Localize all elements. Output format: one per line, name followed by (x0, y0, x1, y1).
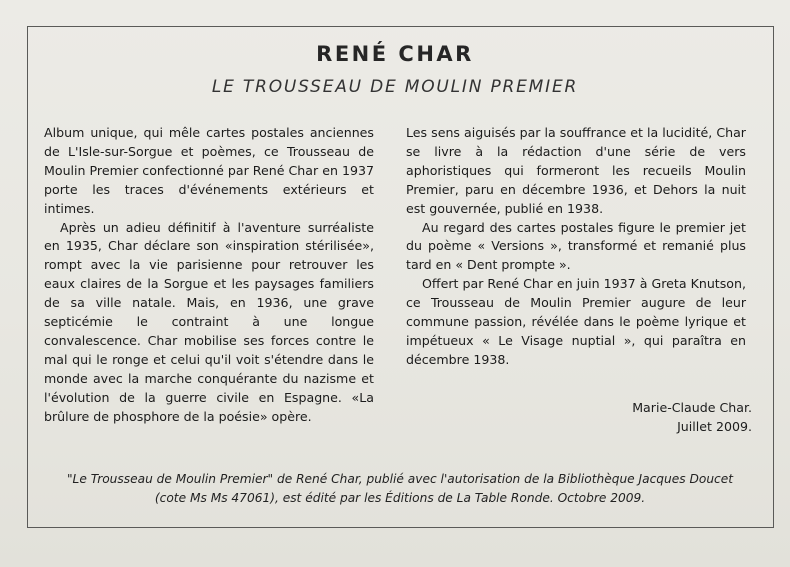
footnote-line: (cote Ms Ms 47061), est édité par les Éditions de La Table Ronde. Octobre 2009. (154, 490, 646, 505)
signature-block (560, 398, 752, 436)
paragraph: Après un adieu définitif à l'aventure surréaliste en 1935, Char déclare son «inspiration stérilisée», rompt avec la vie parisienne pour retrouver les eaux claires de la Sorgue et les paysages familiers de sa ville natale. Mais, en 1936, une grave septicémie le contraint à une longue convalescence. Char mobilise ses forces contre le mal qui le ronge et celui qu'il voit s'étendre dans le monde avec la marche conquérante du nazisme et l'évolution de la guerre civile en Espagne. «La brûlure de phosphore de la poésie» opère. (44, 219, 374, 424)
publication-footnote (30, 470, 770, 507)
signature-date: Juillet 2009. (677, 419, 752, 434)
work-title: LE TROUSSEAU DE MOULIN PREMIER (211, 77, 579, 97)
left-text-column (44, 124, 374, 427)
right-text-column (406, 124, 746, 370)
paragraph: Album unique, qui mêle cartes postales anciennes de L'Isle-sur-Sorgue et poèmes, ce Trousseau de Moulin Premier confectionné par René Char en 1937 porte les traces d'événements extérieurs et intimes. (44, 125, 374, 216)
paragraph: Offert par René Char en juin 1937 à Greta Knutson, ce Trousseau de Moulin Premier augure de leur commune passion, révélée dans le poème lyrique et impétueux « Le Visage nuptial », qui paraîtra en décembre 1938. (406, 276, 746, 367)
paragraph: Au regard des cartes postales figure le premier jet du poème « Versions », transformé et remanié plus tard en « Dent prompte ». (406, 219, 746, 273)
author-heading: RENÉ CHAR (316, 42, 474, 66)
paragraph: Les sens aiguisés par la souffrance et la lucidité, Char se livre à la rédaction d'une série de vers aphoristiques qui formeront les recueils Moulin Premier, paru en décembre 1936, et Dehors la nuit est gouvernée, publié en 1938. (406, 125, 746, 216)
footnote-line: "Le Trousseau de Moulin Premier" de René Char, publié avec l'autorisation de la Bibliothèque Jacques Doucet (66, 472, 734, 486)
signature-name: Marie-Claude Char. (632, 400, 752, 415)
